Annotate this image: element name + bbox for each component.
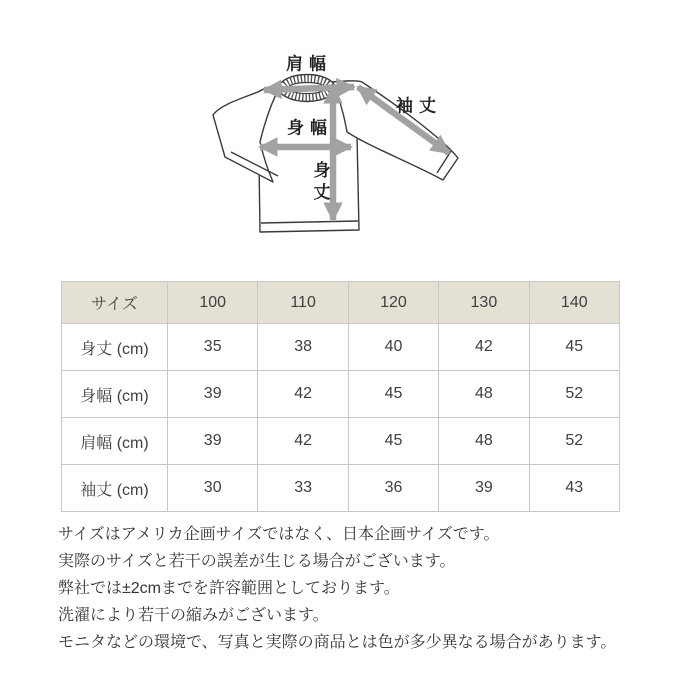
row-label-cell: 袖丈 (cm) (62, 465, 168, 512)
size-table-header-row (62, 282, 620, 324)
table-cell: 43 (529, 465, 619, 512)
size-table-header-cell: 140 (529, 282, 619, 324)
table-cell: 33 (258, 465, 348, 512)
size-table-header-cell: サイズ (62, 282, 168, 324)
table-cell: 48 (439, 371, 529, 418)
note-line: サイズはアメリカ企画サイズではなく、日本企画サイズです。 (58, 526, 500, 543)
size-notes (58, 521, 648, 656)
table-row (62, 418, 620, 465)
table-cell: 45 (348, 418, 438, 465)
table-cell: 30 (168, 465, 258, 512)
row-label-cell: 身幅 (cm) (62, 371, 168, 418)
shoulder-width-arrow (264, 87, 354, 90)
table-cell: 35 (168, 324, 258, 371)
shirt-illustration (160, 20, 520, 260)
garment-measurement-diagram (160, 20, 520, 260)
table-cell: 38 (258, 324, 348, 371)
table-cell: 48 (439, 418, 529, 465)
note-line: モニタなどの環境で、写真と実際の商品とは色が多少異なる場合があります。 (58, 634, 617, 651)
sleeve-length-label: 袖丈 (396, 96, 442, 116)
table-cell: 36 (348, 465, 438, 512)
table-cell: 42 (439, 324, 529, 371)
body-length-label: 身丈 (310, 161, 330, 205)
table-cell: 39 (168, 418, 258, 465)
table-cell: 42 (258, 418, 348, 465)
note-line: 実際のサイズと若干の誤差が生じる場合がございます。 (58, 553, 456, 570)
table-cell: 52 (529, 418, 619, 465)
body-width-label: 身幅 (287, 118, 333, 138)
note-line: 弊社では±2cmまでを許容範囲としております。 (58, 580, 400, 597)
table-cell: 39 (439, 465, 529, 512)
table-row (62, 324, 620, 371)
row-label-cell: 身丈 (cm) (62, 324, 168, 371)
table-cell: 52 (529, 371, 619, 418)
note-line: 洗濯により若干の縮みがございます。 (58, 607, 329, 624)
table-cell: 42 (258, 371, 348, 418)
table-row (62, 465, 620, 512)
size-table-header-cell: 100 (168, 282, 258, 324)
size-table-header-cell: 130 (439, 282, 529, 324)
table-cell: 45 (529, 324, 619, 371)
table-row (62, 371, 620, 418)
shoulder-width-label: 肩幅 (286, 54, 332, 74)
size-table-header-cell: 110 (258, 282, 348, 324)
size-table-header-cell: 120 (348, 282, 438, 324)
table-cell: 39 (168, 371, 258, 418)
row-label-cell: 肩幅 (cm) (62, 418, 168, 465)
table-cell: 45 (348, 371, 438, 418)
table-cell: 40 (348, 324, 438, 371)
size-table (61, 281, 620, 512)
